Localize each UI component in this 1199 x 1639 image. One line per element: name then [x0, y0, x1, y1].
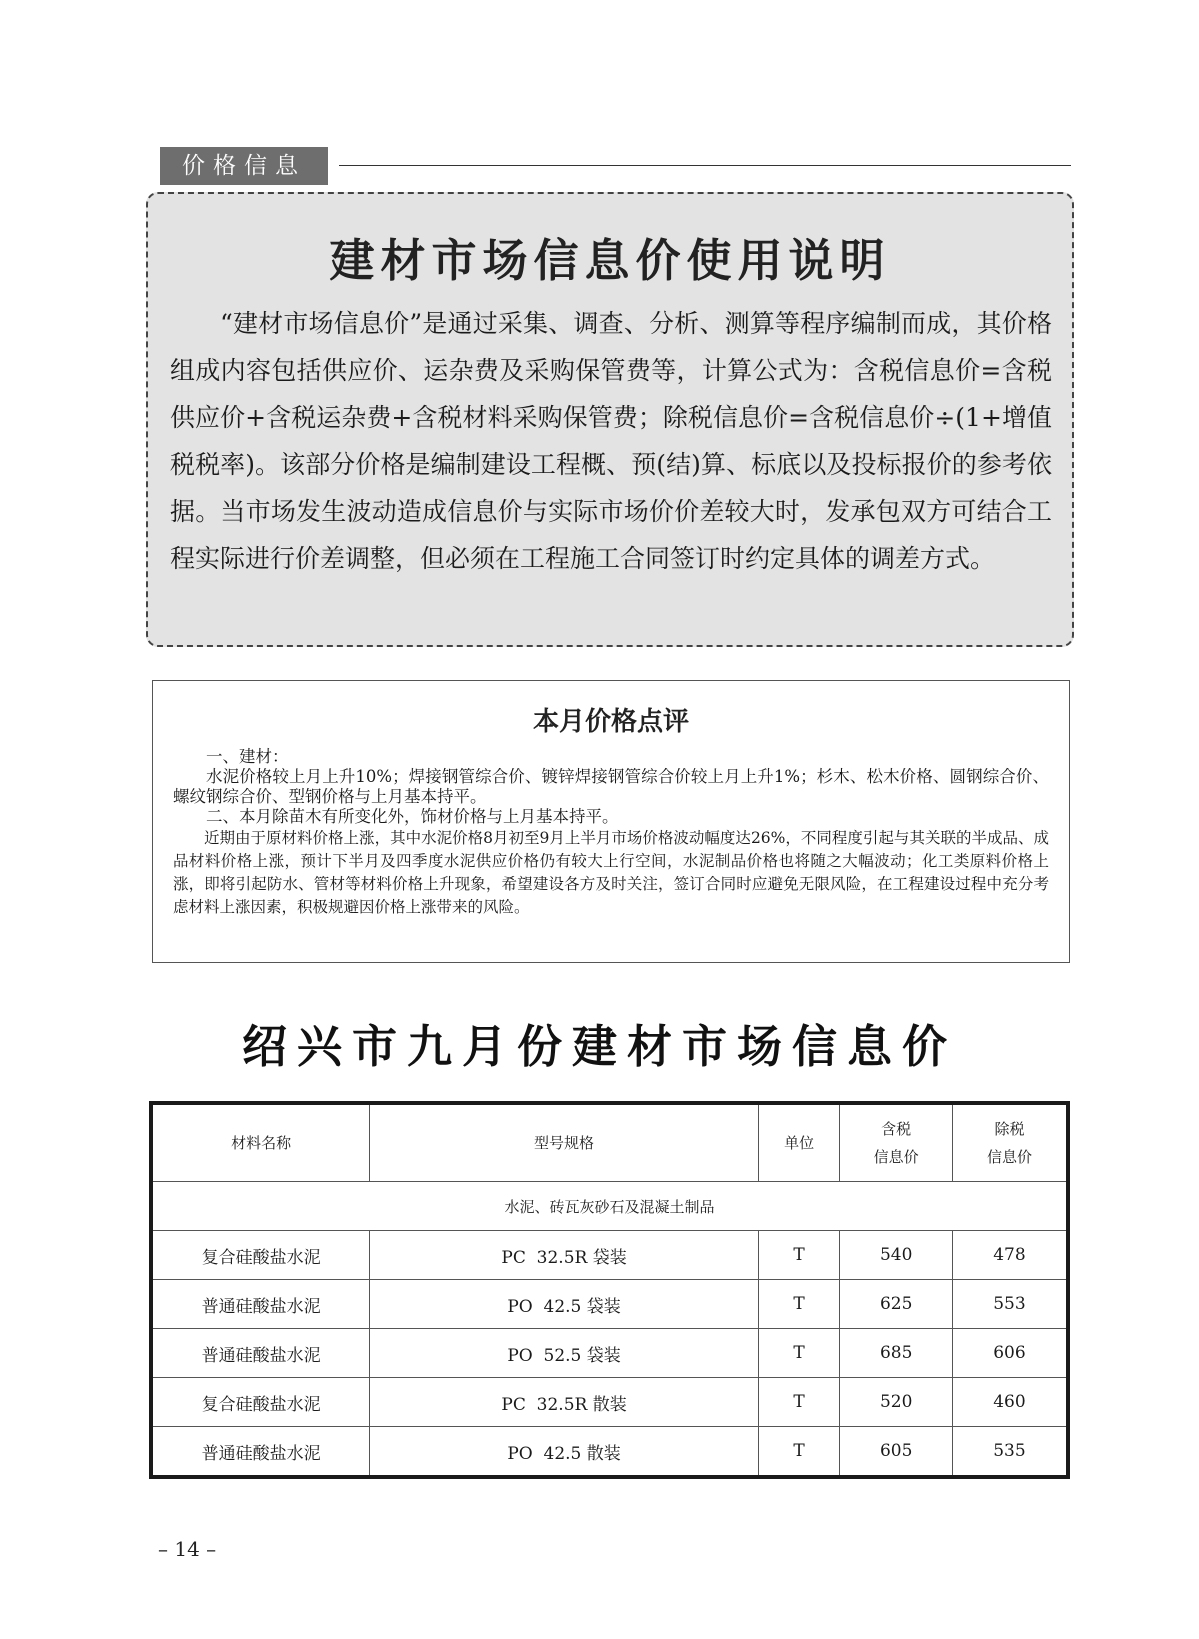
header-tax-included-line1: 含税	[881, 1120, 912, 1138]
table-header-row	[151, 1103, 1068, 1182]
header-tax-excluded-line2: 信息价	[986, 1148, 1032, 1166]
cell-price-excl: 535	[952, 1427, 1068, 1478]
header-material-name: 材料名称	[151, 1103, 370, 1182]
section-tag: 价格信息	[160, 147, 328, 185]
cell-spec: PO 42.5 散装	[370, 1427, 758, 1478]
cell-unit: T	[758, 1280, 840, 1329]
cell-name: 复合硅酸盐水泥	[151, 1378, 370, 1427]
review-body	[173, 747, 1049, 919]
table-row	[151, 1427, 1068, 1478]
cell-price-excl: 553	[952, 1280, 1068, 1329]
cell-unit: T	[758, 1329, 840, 1378]
cell-price-excl: 606	[952, 1329, 1068, 1378]
cell-spec: PC 32.5R 散装	[370, 1378, 758, 1427]
cell-spec: PO 52.5 袋装	[370, 1329, 758, 1378]
cell-price-incl: 685	[840, 1329, 953, 1378]
cell-price-incl: 520	[840, 1378, 953, 1427]
cell-price-incl: 625	[840, 1280, 953, 1329]
cell-unit: T	[758, 1231, 840, 1280]
cell-name: 普通硅酸盐水泥	[151, 1280, 370, 1329]
table-row	[151, 1378, 1068, 1427]
usage-notice-box	[146, 192, 1074, 647]
table-row	[151, 1329, 1068, 1378]
cell-name: 普通硅酸盐水泥	[151, 1427, 370, 1478]
review-paragraph-1: 一、建材：	[206, 747, 289, 766]
page-number: – 14 –	[158, 1537, 217, 1561]
header-spec: 型号规格	[370, 1103, 758, 1182]
price-table	[149, 1101, 1070, 1479]
cell-unit: T	[758, 1378, 840, 1427]
cell-price-excl: 478	[952, 1231, 1068, 1280]
header-unit: 单位	[758, 1103, 840, 1182]
group-label: 水泥、砖瓦灰砂石及混凝土制品	[151, 1182, 1068, 1231]
notice-text: “建材市场信息价”是通过采集、调查、分析、测算等程序编制而成，其价格组成内容包括供应价、运杂费及采购保管费等，计算公式为：含税信息价=含税供应价+含税运杂费+含税材料采购保管费；除税信息价=含税信息价÷(1+增值税税率)。该部分价格是编制建设工程概、预(结)算、标底以及投标报价的参考依据。当市场发生波动造成信息价与实际市场价价差较大时，发承包双方可结合工程实际进行价差调整，但必须在工程施工合同签订时约定具体的调差方式。	[170, 309, 1052, 573]
cell-price-incl: 540	[840, 1231, 953, 1280]
review-title: 本月价格点评	[532, 707, 689, 737]
header-tax-included-line2: 信息价	[873, 1148, 919, 1166]
review-paragraph-4: 近期由于原材料价格上涨，其中水泥价格8月初至9月上半月市场价格波动幅度达26%，不同程度引起与其关联的半成品、成品材料价格上涨，预计下半月及四季度水泥供应价格仍有较大上行空间，水泥制品价格也将随之大幅波动；化工类原料价格上涨，即将引起防水、管材等材料价格上升现象，希望建设各方及时关注，签订合同时应避免无限风险，在工程建设过程中充分考虑材料上涨因素，积极规避因价格上涨带来的风险。	[173, 829, 1049, 916]
table-row	[151, 1280, 1068, 1329]
price-review-box	[152, 680, 1070, 963]
header-tax-excluded-line1: 除税	[994, 1120, 1025, 1138]
header-tax-included	[840, 1103, 953, 1182]
cell-unit: T	[758, 1427, 840, 1478]
section-divider	[339, 165, 1071, 166]
review-paragraph-2: 水泥价格较上月上升10%；焊接钢管综合价、镀锌焊接钢管综合价较上月上升1%；杉木、松木价格、圆钢综合价、螺纹钢综合价、型钢价格与上月基本持平。	[173, 767, 1049, 806]
table-row	[151, 1231, 1068, 1280]
cell-price-excl: 460	[952, 1378, 1068, 1427]
header-tax-excluded	[952, 1103, 1068, 1182]
review-paragraph-3: 二、本月除苗木有所变化外，饰材价格与上月基本持平。	[206, 807, 619, 826]
price-list-title: 绍兴市九月份建材市场信息价	[241, 1020, 957, 1073]
notice-title: 建材市场信息价使用说明	[329, 234, 891, 287]
cell-name: 普通硅酸盐水泥	[151, 1329, 370, 1378]
cell-spec: PO 42.5 袋装	[370, 1280, 758, 1329]
cell-name: 复合硅酸盐水泥	[151, 1231, 370, 1280]
table-group-row	[151, 1182, 1068, 1231]
cell-spec: PC 32.5R 袋装	[370, 1231, 758, 1280]
cell-price-incl: 605	[840, 1427, 953, 1478]
